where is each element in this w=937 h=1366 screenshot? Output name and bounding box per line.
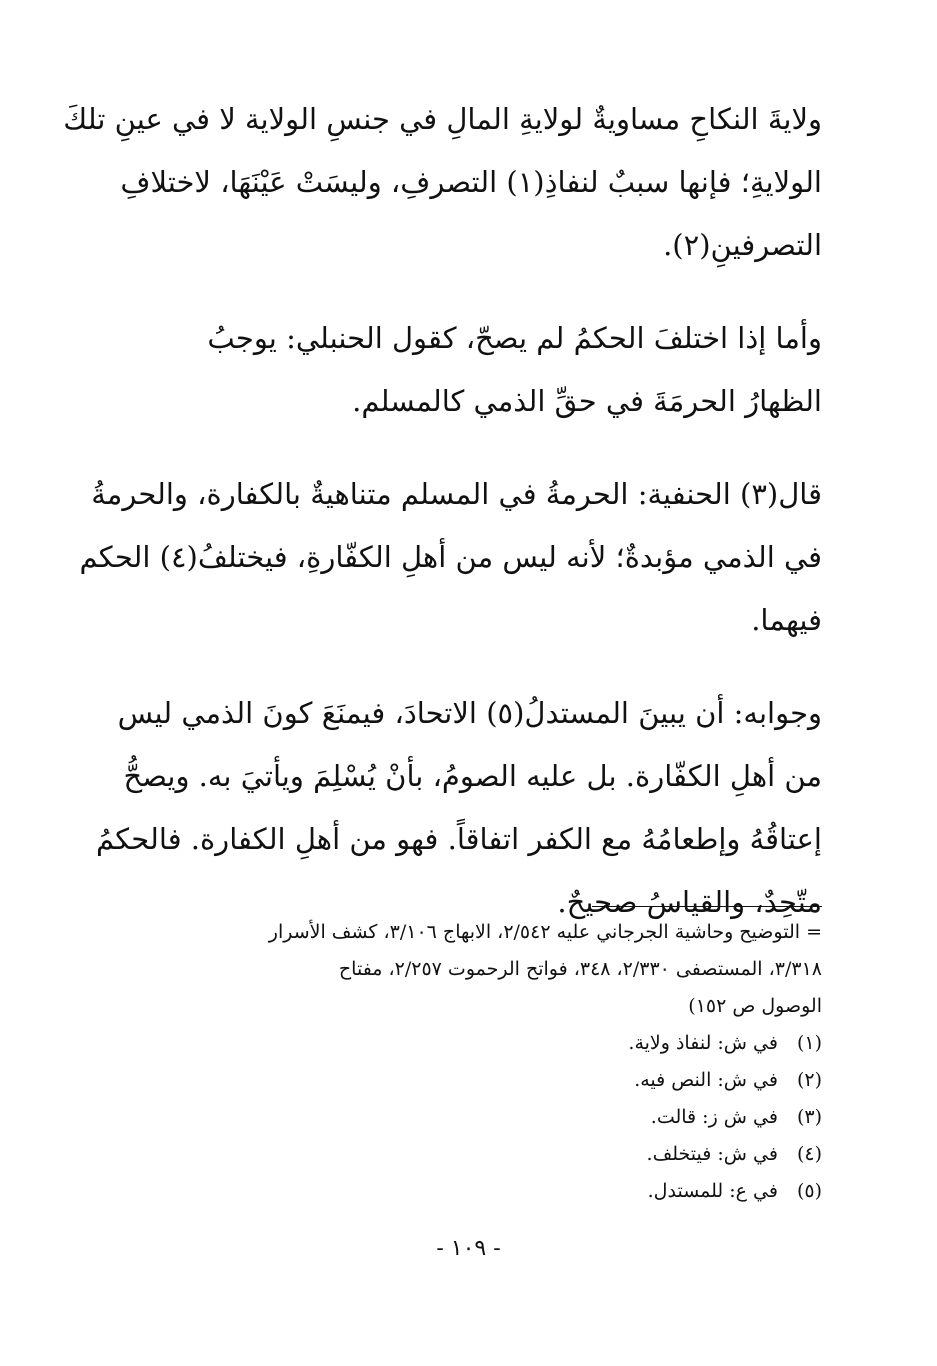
footnote-text: في ش: النص فيه. xyxy=(634,1069,778,1091)
text-line: في الذمي مؤبدةٌ؛ لأنه ليس من أهلِ الكفّارةِ، فيختلفُ(٤) الحكم xyxy=(79,540,822,574)
text-line: الظهارُ الحرمَةَ في حقِّ الذمي كالمسلم. xyxy=(352,384,822,418)
footnote-item xyxy=(117,1099,822,1136)
footnote-item xyxy=(117,1136,822,1173)
paragraph-3 xyxy=(79,463,822,652)
text-line: إعتاقُهُ وإطعامُهُ مع الكفر اتفاقاً. فهو من أهلِ الكفارة. فالحكمُ xyxy=(95,822,822,856)
footnote-number: (٤) xyxy=(796,1143,822,1165)
text-line: فيهما. xyxy=(751,603,822,637)
footnote-number: (٥) xyxy=(796,1180,822,1202)
footnote-item xyxy=(117,1025,822,1062)
paragraph-1 xyxy=(63,88,822,277)
footnote-line: الوصول ص ١٥٢) xyxy=(688,995,822,1017)
footnote-text: في ش ز: قالت. xyxy=(650,1106,778,1128)
footnotes-section xyxy=(117,914,822,1210)
footnote-separator xyxy=(592,906,822,907)
footnote-text: في ش: لنفاذ ولاية. xyxy=(628,1032,778,1054)
footnote-number: (٢) xyxy=(796,1069,822,1091)
main-text-body xyxy=(63,88,822,964)
paragraph-4 xyxy=(95,682,822,934)
text-line: متّحِدٌ، والقياسُ صحيحٌ. xyxy=(557,885,822,919)
text-line: ولايةَ النكاحِ مساويةٌ لولايةِ المالِ في جنسِ الولاية لا في عينِ تلكَ xyxy=(63,102,822,136)
text-line: الولايةِ؛ فإنها سببٌ لنفاذِ(١) التصرفِ، وليسَتْ عَيْنَهَا، لاختلافِ xyxy=(120,165,822,199)
text-line: من أهلِ الكفّارة. بل عليه الصومُ، بأنْ يُسْلِمَ ويأتيَ به. ويصحُّ xyxy=(123,759,822,793)
page-number: - ١٠٩ - xyxy=(436,1236,501,1261)
footnote-line: ٣/٣١٨، المستصفى ٢/٣٣٠، ٣٤٨، فواتح الرحموت ٢/٢٥٧، مفتاح xyxy=(338,958,822,980)
footnote-number: (١) xyxy=(796,1032,822,1054)
text-line: وأما إذا اختلفَ الحكمُ لم يصحّ، كقول الحنبلي: يوجبُ xyxy=(207,321,822,355)
text-line: التصرفينِ(٢). xyxy=(663,228,822,262)
footnote-number: (٣) xyxy=(796,1106,822,1128)
text-line: قال(٣) الحنفية: الحرمةُ في المسلم متناهيةٌ بالكفارة، والحرمةُ xyxy=(91,477,822,511)
footnote-line: = التوضيح وحاشية الجرجاني عليه ٢/٥٤٢، الابهاج ٣/١٠٦، كشف الأسرار xyxy=(268,921,822,943)
paragraph-2 xyxy=(122,307,822,433)
footnote-item xyxy=(117,1062,822,1099)
footnote-text: في ش: فيتخلف. xyxy=(646,1143,778,1165)
text-line: وجوابه: أن يبينَ المستدلُ(٥) الاتحادَ، فيمنَعَ كونَ الذمي ليس xyxy=(117,696,822,730)
footnote-item xyxy=(117,1173,822,1210)
footnote-text: في ع: للمستدل. xyxy=(647,1180,778,1202)
footnote-continuation xyxy=(117,914,822,1025)
